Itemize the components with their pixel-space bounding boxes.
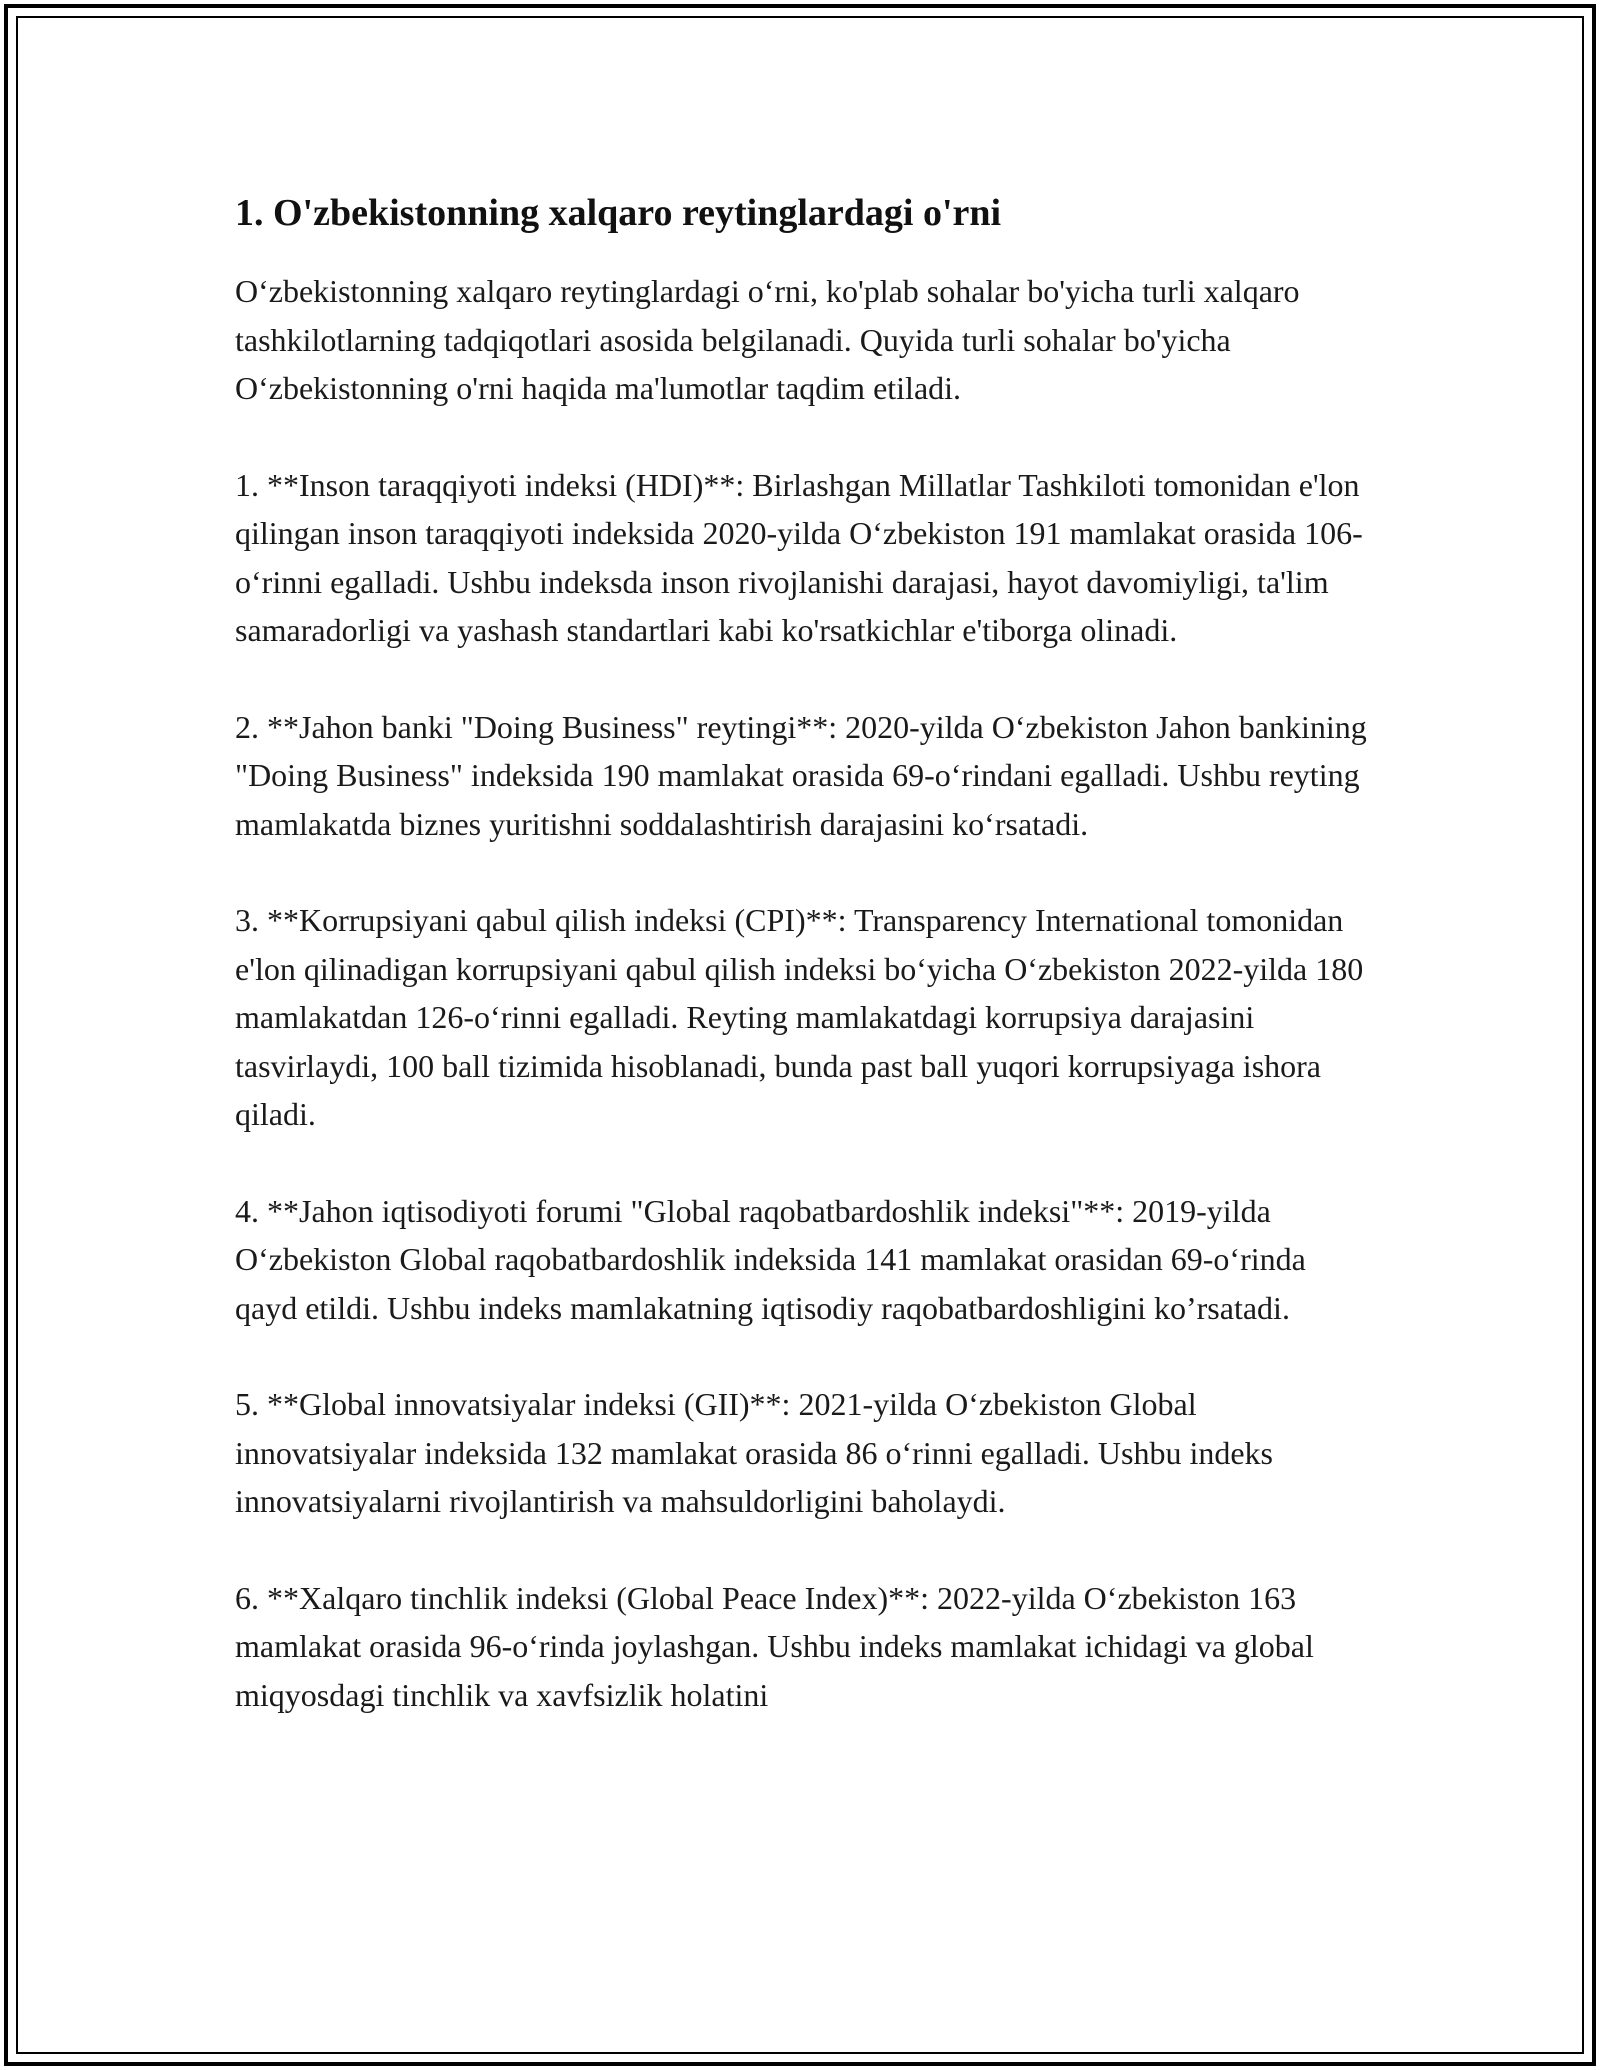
paragraph-peace-index: 6. **Xalqaro tinchlik indeksi (Global Peace Index)**: 2022-yilda O‘zbekiston 163 mamlakat orasida 96-o‘rinda joylashgan. Ushbu indeks mamlakat ichidagi va global miqyosdagi tinchlik va xavfsizlik holatini <box>235 1579 1314 1713</box>
paragraph-competitiveness: 4. **Jahon iqtisodiyoti forumi "Global raqobatbardoshlik indeksi"**: 2019-yilda O‘zbekiston Global raqobatbardoshlik indeksida 141 mamlakat orasidan 69-o‘rinda qayd etildi. Ushbu indeks mamlakatning iqtisodiy raqobatbardoshligini ko’rsatadi. <box>235 1192 1306 1326</box>
paragraph-hdi: 1. **Inson taraqqiyoti indeksi (HDI)**: Birlashgan Millatlar Tashkiloti tomonidan e'lon qilingan inson taraqqiyoti indeksida 2020-yilda O‘zbekiston 191 mamlakat orasida 106-o‘rinni egalladi. Ushbu indeksda inson rivojlanishi darajasi, hayot davomiyligi, ta'lim samaradorligi va yashash standartlari kabi ko'rsatkichlar e'tiborga olinadi. <box>235 466 1363 648</box>
paragraph-cpi: 3. **Korrupsiyani qabul qilish indeksi (CPI)**: Transparency International tomonidan e'lon qilinadigan korrupsiyani qabul qilish indeksi bo‘yicha O‘zbekiston 2022-yilda 180 mamlakatdan 126-o‘rinni egalladi. Reyting mamlakatdagi korrupsiya darajasini tasvirlaydi, 100 ball tizimida hisoblanadi, bunda past ball yuqori korrupsiyaga ishora qiladi. <box>235 902 1364 1132</box>
intro-paragraph: O‘zbekistonning xalqaro reytinglardagi o‘rni, ko'plab sohalar bo'yicha turli xalqaro tashkilotlarning tadqiqotlari asosida belgilanadi. Quyida turli sohalar bo'yicha O‘zbekistonning o'rni haqida ma'lumotlar taqdim etiladi. <box>235 273 1300 406</box>
document-body <box>235 185 1370 1767</box>
document-title: 1. O'zbekistonning xalqaro reytinglardagi o'rni <box>235 192 1002 234</box>
paragraph-gii: 5. **Global innovatsiyalar indeksi (GII)**: 2021-yilda O‘zbekiston Global innovatsiyalar indeksida 132 mamlakat orasida 86 o‘rinni egalladi. Ushbu indeks innovatsiyalarni rivojlantirish va mahsuldorligini baholaydi. <box>235 1386 1273 1519</box>
paragraph-doing-business: 2. **Jahon banki "Doing Business" reytingi**: 2020-yilda O‘zbekiston Jahon bankining "Doing Business" indeksida 190 mamlakat orasida 69-o‘rindani egalladi. Ushbu reyting mamlakatda biznes yuritishni soddalashtirish darajasini ko‘rsatadi. <box>235 708 1367 842</box>
